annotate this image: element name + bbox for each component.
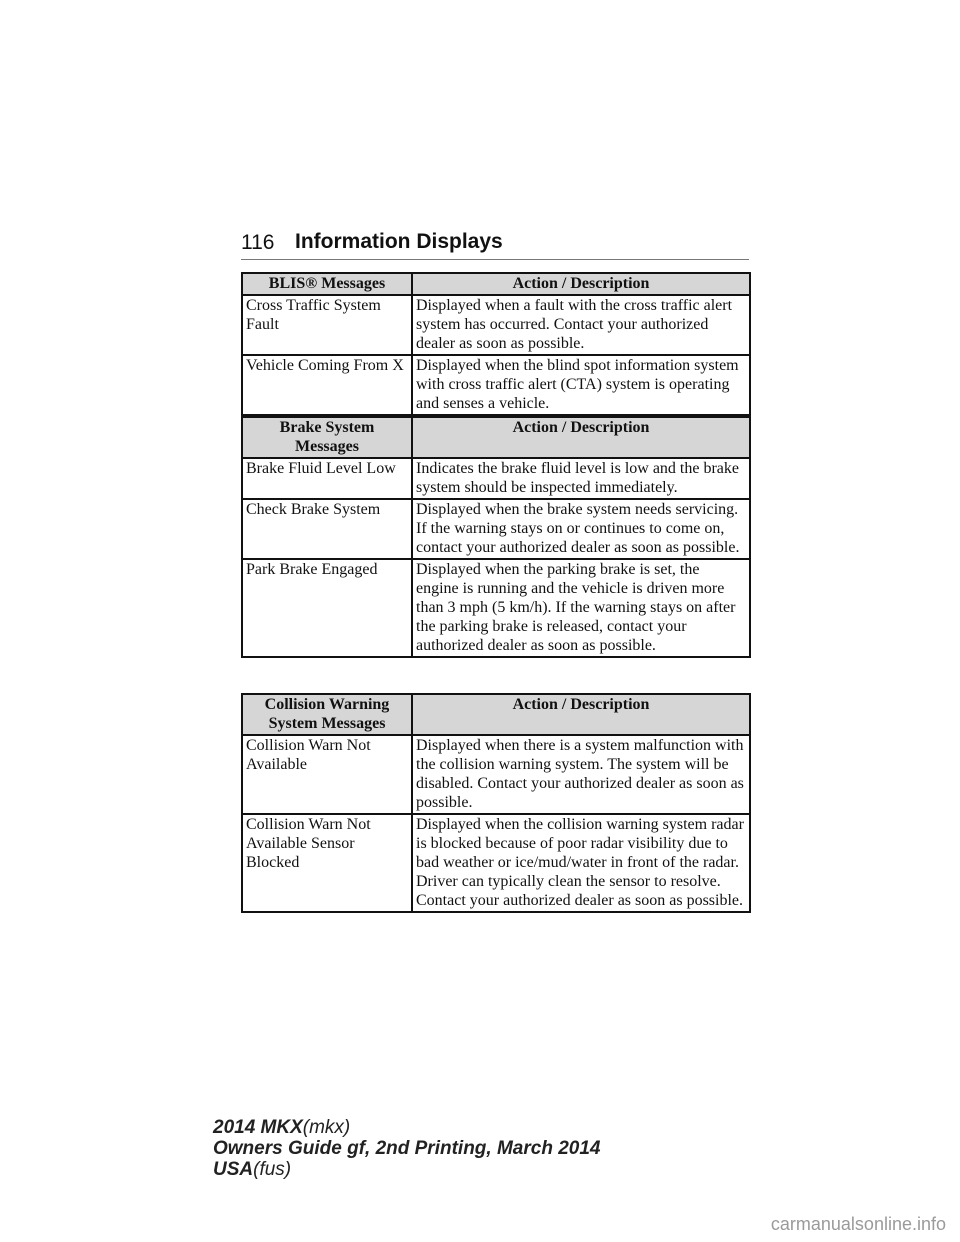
table-row xyxy=(242,295,750,355)
page-header xyxy=(241,229,749,260)
table-row xyxy=(242,499,750,559)
footer-guide-info: Owners Guide gf, 2nd Printing, March 2014 xyxy=(213,1138,601,1159)
column-header: Action / Description xyxy=(412,417,750,458)
column-header: Collision Warning System Messages xyxy=(242,694,412,735)
table-header-row xyxy=(242,694,750,735)
message-description: Displayed when the brake system needs servicing. If the warning stays on or continues to come on, contact your authorized dealer as soon as possible. xyxy=(412,499,750,559)
table-row xyxy=(242,814,750,912)
footer-line-market xyxy=(213,1159,600,1180)
document-footer xyxy=(213,1117,600,1180)
message-description: Displayed when the blind spot information system with cross traffic alert (CTA) system is operating and senses a vehicle. xyxy=(412,355,750,415)
message-description: Displayed when the collision warning system radar is blocked because of poor radar visibility due to bad weather or ice/mud/water in front of the radar. Driver can typically clean the sensor to resolve. Contact your authorized dealer as soon as possible. xyxy=(412,814,750,912)
message-description: Displayed when the parking brake is set, the engine is running and the vehicle is driven more than 3 mph (5 km/h). If the warning stays on after the parking brake is released, contact your authorized dealer as soon as possible. xyxy=(412,559,750,657)
message-description: Displayed when there is a system malfunction with the collision warning system. The system will be disabled. Contact your authorized dealer as soon as possible. xyxy=(412,735,750,814)
message-name: Vehicle Coming From X xyxy=(242,355,412,415)
table-header-row xyxy=(242,417,750,458)
message-name: Check Brake System xyxy=(242,499,412,559)
footer-market: USA xyxy=(213,1159,254,1180)
page-title: Information Displays xyxy=(295,230,503,253)
message-name: Brake Fluid Level Low xyxy=(242,458,412,499)
message-name: Collision Warn Not Available Sensor Blocked xyxy=(242,814,412,912)
message-description: Indicates the brake fluid level is low and the brake system should be inspected immediately. xyxy=(412,458,750,499)
column-header: Action / Description xyxy=(412,273,750,295)
footer-line-model xyxy=(213,1117,600,1138)
table-row xyxy=(242,735,750,814)
blis-messages-table xyxy=(241,272,751,416)
footer-model: 2014 MKX xyxy=(213,1117,303,1138)
collision-warning-messages-table xyxy=(241,693,751,913)
message-description: Displayed when a fault with the cross traffic alert system has occurred. Contact your authorized dealer as soon as possible. xyxy=(412,295,750,355)
footer-model-code: (mkx) xyxy=(302,1117,351,1138)
brake-system-messages-table xyxy=(241,416,751,658)
table-row xyxy=(242,458,750,499)
message-name: Park Brake Engaged xyxy=(242,559,412,657)
column-header: BLIS® Messages xyxy=(242,273,412,295)
message-name: Cross Traffic System Fault xyxy=(242,295,412,355)
message-name: Collision Warn Not Available xyxy=(242,735,412,814)
footer-line-guide xyxy=(213,1138,600,1159)
table-header-row xyxy=(242,273,750,295)
page-number: 116 xyxy=(241,231,275,254)
column-header: Brake System Messages xyxy=(242,417,412,458)
column-header: Action / Description xyxy=(412,694,750,735)
watermark: carmanualsonline.info xyxy=(770,1214,946,1234)
table-row xyxy=(242,559,750,657)
table-row xyxy=(242,355,750,415)
footer-market-code: (fus) xyxy=(253,1159,292,1180)
